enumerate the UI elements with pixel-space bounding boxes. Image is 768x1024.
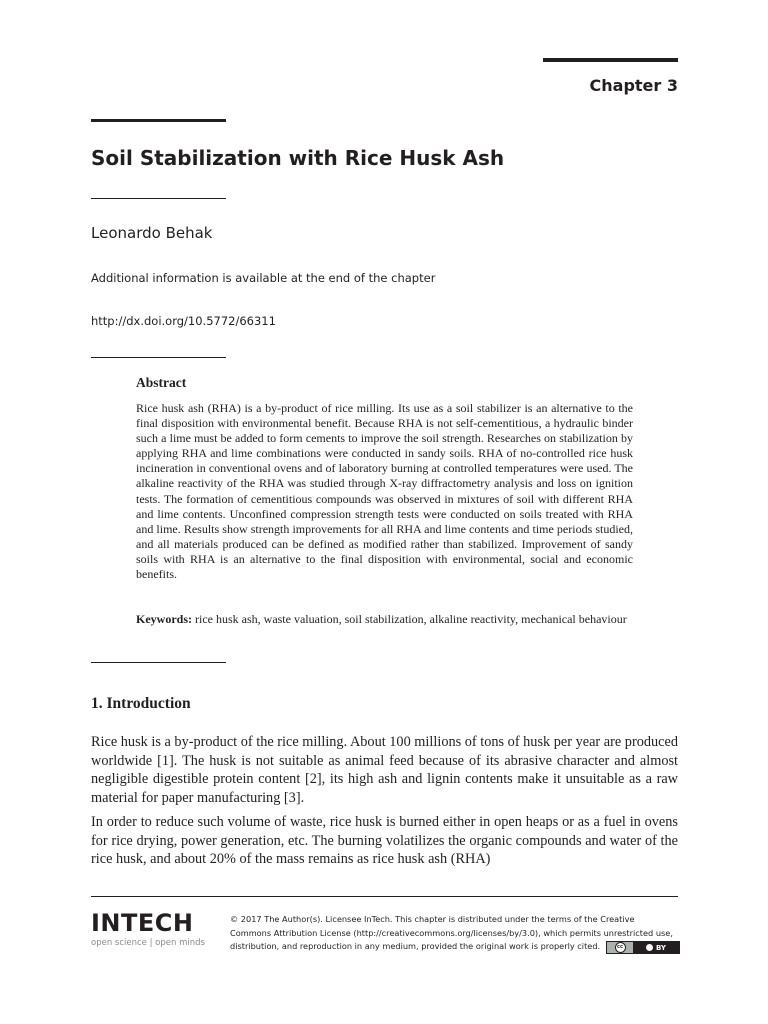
cc-icon: cc bbox=[615, 942, 626, 953]
title-underline bbox=[91, 198, 226, 199]
by-label: BY bbox=[655, 943, 667, 952]
keywords-list: rice husk ash, waste valuation, soil stabilization, alkaline reactivity, mechanical behaviour bbox=[195, 612, 627, 626]
license-text: © 2017 The Author(s). Licensee InTech. This chapter is distributed under the terms of the Creative Commons Attribution License (http://creativecommons.org/licenses/by/3.0), which permits unrestricted use, distribution, and reproduction in any medium, provided the original work is properly cited. bbox=[230, 914, 673, 951]
chapter-label: Chapter 3 bbox=[589, 76, 678, 95]
attribution-icon bbox=[646, 944, 653, 951]
additional-info: Additional information is available at the end of the chapter bbox=[91, 271, 436, 285]
abstract-body: Rice husk ash (RHA) is a by-product of rice milling. Its use as a soil stabilizer is an alternative to the final disposition with environmental benefit. Because RHA is not self-cementitious, a hydraulic binder such a lime must be added to form cements to improve the soil strength. Researches on stabilization by applying RHA and lime combinations were conducted in sandy soils. RHA of no-controlled rice husk incineration in conventional ovens and of laboratory burning at controlled temperatures were used. The alkaline reactivity of the RHA was studied through X-ray diffractometry analysis and loss on ignition tests. The formation of cementitious compounds was observed in mixtures of soil with different RHA and lime contents. Unconfined compression strength tests were conducted on soils treated with RHA and lime. Results show strength improvements for all RHA and lime contents and time periods studied, and all materials produced can be defined as modified rather than stabilized. Improvement of sandy soils with RHA is an alternative to the final disposition with environmental, social and economic benefits. bbox=[136, 401, 633, 582]
logo-tagline: open science | open minds bbox=[91, 938, 205, 948]
keywords bbox=[136, 612, 633, 627]
body-paragraph: Rice husk is a by-product of the rice milling. About 100 millions of tons of husk per year are produced worldwide [1]. The husk is not suitable as animal feed because of its abrasive character and almost negligible digestible protein content [2], its high ash and lignin contents make it unsuitable as a raw material for paper manufacturing [3]. bbox=[91, 734, 678, 807]
title-rule bbox=[91, 119, 226, 122]
cc-icon-area bbox=[607, 942, 633, 953]
chapter-rule bbox=[543, 58, 678, 62]
doi-link[interactable]: http://dx.doi.org/10.5772/66311 bbox=[91, 314, 276, 328]
abstract-rule-bottom bbox=[91, 662, 226, 663]
by-label-area bbox=[633, 942, 679, 953]
footer-rule bbox=[91, 896, 678, 897]
intech-logo[interactable] bbox=[91, 910, 205, 948]
author-name: Leonardo Behak bbox=[91, 224, 213, 242]
logo-wordmark: INTECH bbox=[91, 909, 194, 937]
abstract-heading: Abstract bbox=[136, 375, 187, 390]
abstract-rule-top bbox=[91, 357, 226, 358]
chapter-title: Soil Stabilization with Rice Husk Ash bbox=[91, 146, 505, 170]
body-paragraph: In order to reduce such volume of waste, rice husk is burned either in open heaps or as a fuel in ovens for rice drying, power generation, etc. The burning volatilizes the organic compounds and water of the rice husk, and about 20% of the mass remains as rice husk ash (RHA) bbox=[91, 814, 678, 868]
cc-by-badge[interactable] bbox=[606, 941, 680, 954]
section-heading: 1. Introduction bbox=[91, 695, 191, 712]
keywords-label: Keywords: bbox=[136, 612, 192, 626]
